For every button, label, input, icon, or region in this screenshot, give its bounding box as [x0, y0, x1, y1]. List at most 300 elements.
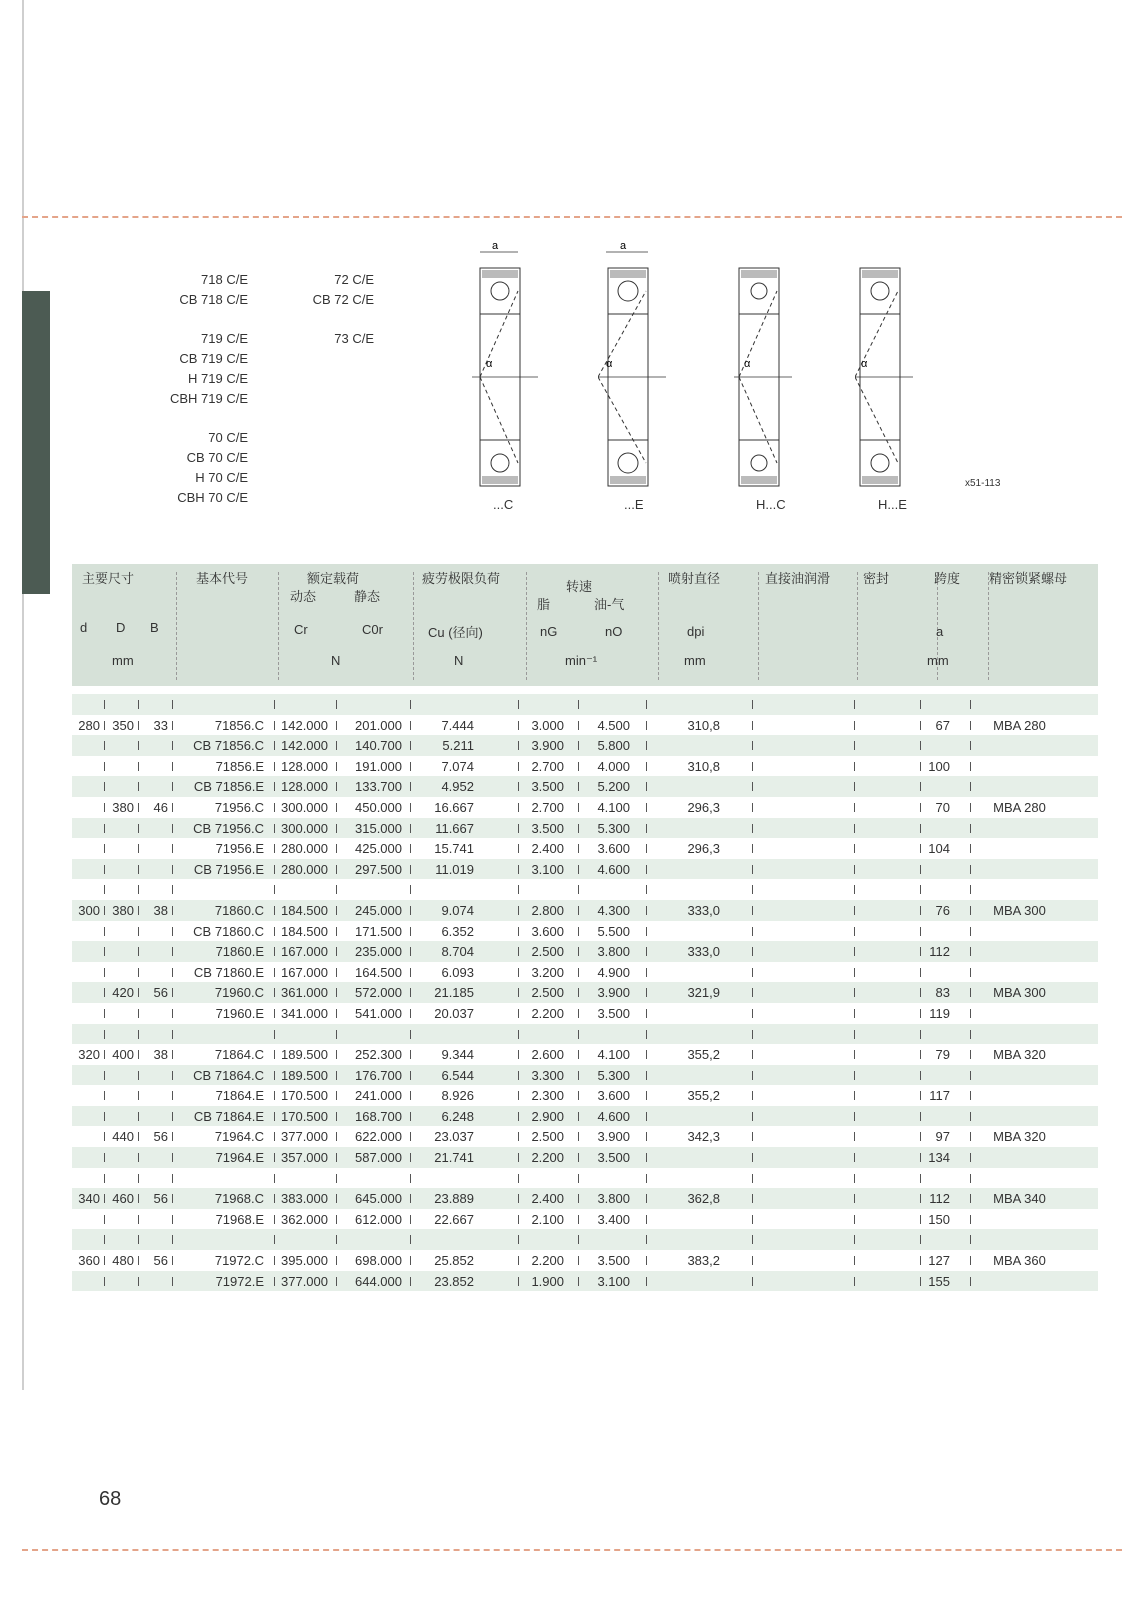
- cell-D: 460: [112, 1191, 134, 1207]
- series-right-item: CB 72 C/E: [312, 291, 374, 307]
- series-list-right: [290, 270, 374, 349]
- cell-no: 3.500: [597, 1253, 630, 1269]
- cell-ng: 2.200: [531, 1253, 564, 1269]
- cell-cr: 128.000: [281, 758, 328, 774]
- cell-d: 320: [78, 1047, 100, 1063]
- cell-dpi: 310,8: [687, 758, 720, 774]
- cell-D: 350: [112, 717, 134, 733]
- series-left-item: H 70 C/E: [195, 469, 248, 485]
- table-row: [72, 921, 1098, 942]
- cell-cr: 184.500: [281, 902, 328, 918]
- cell-cr: 362.000: [281, 1211, 328, 1227]
- cell-c0r: 241.000: [355, 1088, 402, 1104]
- cell-nut: MBA 340: [993, 1191, 1046, 1207]
- cell-ng: 2.800: [531, 902, 564, 918]
- cell-no: 3.900: [597, 985, 630, 1001]
- cell-B: 33: [153, 717, 168, 733]
- cell-d: 280: [78, 717, 100, 733]
- cell-no: 5.500: [597, 923, 630, 939]
- cell-no: 5.800: [597, 738, 630, 754]
- cell-ng: 3.000: [531, 717, 564, 733]
- dim-a-label: a: [492, 240, 499, 252]
- cell-no: 4.900: [597, 964, 630, 980]
- header-unit-min: min⁻¹: [565, 653, 598, 668]
- cell-cu: 20.037: [434, 1005, 474, 1021]
- cell-no: 3.400: [597, 1211, 630, 1227]
- cell-ng: 2.900: [531, 1108, 564, 1124]
- header-sym-a: a: [936, 624, 944, 639]
- cell-code: 71968.C: [214, 1191, 264, 1207]
- cell-cu: 16.667: [434, 799, 474, 815]
- angle-alpha-label: α: [486, 358, 493, 370]
- cell-nut: MBA 300: [993, 902, 1046, 918]
- cell-dpi: 333,0: [687, 944, 720, 960]
- header-sym-cu: Cu (径向): [428, 625, 483, 640]
- cell-a: 70: [935, 799, 950, 815]
- cell-B: 56: [153, 985, 168, 1001]
- bearing-diagram-c: [470, 240, 540, 490]
- cell-cu: 6.352: [441, 923, 474, 939]
- cell-no: 5.300: [597, 1067, 630, 1083]
- cell-no: 4.500: [597, 717, 630, 733]
- cell-code: 71972.E: [215, 1273, 264, 1289]
- cell-ng: 3.500: [531, 820, 564, 836]
- cell-cu: 23.852: [434, 1273, 474, 1289]
- cell-ng: 2.200: [531, 1005, 564, 1021]
- cell-B: 46: [153, 799, 168, 815]
- cell-code: 71864.C: [214, 1047, 264, 1063]
- cell-a: 117: [929, 1088, 950, 1104]
- series-left-item: 70 C/E: [208, 430, 248, 446]
- table-row: [72, 818, 1098, 839]
- cell-cr: 300.000: [281, 820, 328, 836]
- top-dashed-rule: [22, 216, 1122, 218]
- cell-code: 71968.E: [215, 1211, 264, 1227]
- cell-B: 38: [153, 1047, 168, 1063]
- header-sym-no: nO: [605, 624, 623, 639]
- table-row: [72, 838, 1098, 859]
- cell-cu: 5.211: [442, 738, 474, 754]
- cell-a: 112: [929, 944, 950, 960]
- cell-cu: 4.952: [441, 779, 474, 795]
- cell-B: 56: [153, 1129, 168, 1145]
- cell-dpi: 362,8: [687, 1191, 720, 1207]
- cell-a: 100: [928, 758, 950, 774]
- cell-code: 71856.C: [214, 717, 264, 733]
- table-row: [72, 694, 1098, 715]
- table-header: [72, 564, 1098, 686]
- cell-c0r: 133.700: [355, 779, 402, 795]
- header-sym-cr: Cr: [294, 622, 308, 637]
- header-sym-D: D: [116, 620, 126, 635]
- header-dynamic: 动态: [290, 589, 317, 604]
- series-right-item: 73 C/E: [334, 331, 374, 347]
- series-list-left: [150, 270, 248, 508]
- cell-no: 3.600: [597, 841, 630, 857]
- cell-code: 71856.E: [215, 758, 264, 774]
- cell-no: 3.900: [597, 1129, 630, 1145]
- cell-nut: MBA 280: [993, 799, 1046, 815]
- cell-no: 4.100: [597, 799, 630, 815]
- series-left-item: CB 719 C/E: [179, 351, 248, 367]
- cell-ng: 1.900: [531, 1273, 564, 1289]
- header-sym-B: B: [150, 620, 159, 635]
- cell-cu: 22.667: [434, 1211, 474, 1227]
- table-row: [72, 1085, 1098, 1106]
- header-spray-diameter: 喷射直径: [668, 571, 721, 586]
- cell-cr: 383.000: [281, 1191, 328, 1207]
- cell-cr: 189.500: [281, 1067, 328, 1083]
- table-row: [72, 941, 1098, 962]
- cell-c0r: 235.000: [355, 944, 402, 960]
- cell-c0r: 252.300: [355, 1047, 402, 1063]
- cell-c0r: 176.700: [355, 1067, 402, 1083]
- cell-a: 112: [929, 1191, 950, 1207]
- series-left-item: [150, 409, 248, 429]
- angle-alpha-label: α: [861, 358, 868, 370]
- cell-c0r: 164.500: [355, 964, 402, 980]
- cell-code: 71964.E: [215, 1150, 264, 1166]
- cell-cu: 7.444: [441, 717, 474, 733]
- cell-ng: 2.200: [531, 1150, 564, 1166]
- cell-cu: 21.185: [434, 985, 474, 1001]
- cell-cu: 25.852: [434, 1253, 474, 1269]
- cell-cu: 6.544: [441, 1067, 474, 1083]
- cell-cu: 21.741: [434, 1150, 474, 1166]
- diagram-label-e: ...E: [624, 497, 644, 512]
- table-row: [72, 756, 1098, 777]
- cell-code: 71860.E: [215, 944, 264, 960]
- cell-c0r: 315.000: [355, 820, 402, 836]
- cell-code: CB 71864.E: [193, 1108, 264, 1124]
- cell-nut: MBA 280: [993, 717, 1046, 733]
- header-unit-mm-a: mm: [927, 653, 949, 668]
- cell-cr: 341.000: [281, 1005, 328, 1021]
- table-row: [72, 962, 1098, 983]
- cell-cr: 142.000: [281, 717, 328, 733]
- cell-ng: 2.700: [531, 758, 564, 774]
- cell-cu: 23.037: [434, 1129, 474, 1145]
- header-load-ratings: 额定载荷: [307, 571, 360, 586]
- cell-ng: 2.300: [531, 1088, 564, 1104]
- header-sym-dpi: dpi: [687, 624, 705, 639]
- cell-B: 56: [153, 1191, 168, 1207]
- cell-ng: 2.400: [531, 841, 564, 857]
- angle-alpha-label: α: [744, 358, 751, 370]
- cell-c0r: 587.000: [355, 1150, 402, 1166]
- cell-d: 340: [78, 1191, 100, 1207]
- bearing-diagram-he: [855, 240, 915, 490]
- cell-c0r: 541.000: [355, 1005, 402, 1021]
- cell-code: 71956.E: [215, 841, 264, 857]
- cell-code: CB 71860.C: [193, 923, 264, 939]
- table-row: [72, 1229, 1098, 1250]
- cell-no: 4.000: [597, 758, 630, 774]
- cell-cr: 170.500: [281, 1108, 328, 1124]
- cell-a: 104: [928, 841, 950, 857]
- cell-ng: 3.900: [531, 738, 564, 754]
- cell-cr: 300.000: [281, 799, 328, 815]
- cell-code: CB 71856.C: [193, 738, 264, 754]
- cell-cr: 167.000: [281, 944, 328, 960]
- cell-a: 134: [928, 1150, 950, 1166]
- table-row: [72, 982, 1098, 1003]
- table-row: [72, 1168, 1098, 1189]
- cell-ng: 3.300: [531, 1067, 564, 1083]
- table-row: [72, 715, 1098, 736]
- cell-cu: 7.074: [441, 758, 474, 774]
- cell-d: 360: [78, 1253, 100, 1269]
- cell-no: 5.200: [597, 779, 630, 795]
- cell-cr: 280.000: [281, 861, 328, 877]
- header-unit-mm-dpi: mm: [684, 653, 706, 668]
- series-left-item: CB 70 C/E: [186, 450, 248, 466]
- table-row: [72, 1106, 1098, 1127]
- header-unit-n: N: [331, 653, 341, 668]
- cell-no: 4.600: [597, 861, 630, 877]
- table-row: [72, 879, 1098, 900]
- cell-cu: 23.889: [434, 1191, 474, 1207]
- cell-cr: 170.500: [281, 1088, 328, 1104]
- table-row: [72, 859, 1098, 880]
- cell-cu: 8.704: [441, 944, 474, 960]
- table-row: [72, 1024, 1098, 1045]
- header-seal: 密封: [863, 571, 890, 586]
- binder-line: [22, 0, 24, 1390]
- cell-a: 76: [935, 902, 950, 918]
- cell-cu: 6.248: [441, 1108, 474, 1124]
- header-grease: 脂: [537, 597, 551, 612]
- cell-code: CB 71956.E: [193, 861, 264, 877]
- cell-dpi: 342,3: [687, 1129, 720, 1145]
- cell-nut: MBA 300: [993, 985, 1046, 1001]
- diagram-label-he: H...E: [878, 497, 907, 512]
- table-row: [72, 1147, 1098, 1168]
- cell-code: 71960.E: [215, 1005, 264, 1021]
- series-left-item: CB 718 C/E: [179, 291, 248, 307]
- series-left-item: H 719 C/E: [188, 370, 248, 386]
- cell-c0r: 612.000: [355, 1211, 402, 1227]
- cell-no: 4.600: [597, 1108, 630, 1124]
- cell-no: 3.500: [597, 1005, 630, 1021]
- table-row: [72, 735, 1098, 756]
- cell-no: 3.100: [597, 1273, 630, 1289]
- cell-c0r: 622.000: [355, 1129, 402, 1145]
- cell-code: 71964.C: [214, 1129, 264, 1145]
- table-row: [72, 1065, 1098, 1086]
- cell-code: CB 71856.E: [193, 779, 264, 795]
- series-right-item: [290, 310, 374, 330]
- header-static: 静态: [354, 589, 381, 604]
- cell-ng: 3.600: [531, 923, 564, 939]
- cell-ng: 2.700: [531, 799, 564, 815]
- cell-nut: MBA 320: [993, 1129, 1046, 1145]
- cell-dpi: 333,0: [687, 902, 720, 918]
- cell-D: 440: [112, 1129, 134, 1145]
- cell-cr: 377.000: [281, 1273, 328, 1289]
- header-fatigue-load-limit: 疲劳极限负荷: [422, 571, 501, 586]
- table-row: [72, 1003, 1098, 1024]
- cell-a: 127: [928, 1253, 950, 1269]
- cell-D: 380: [112, 902, 134, 918]
- cell-c0r: 201.000: [355, 717, 402, 733]
- cell-ng: 2.500: [531, 1129, 564, 1145]
- cell-no: 3.800: [597, 1191, 630, 1207]
- table-row: [72, 1044, 1098, 1065]
- cell-code: 71860.C: [214, 902, 264, 918]
- series-right-item: 72 C/E: [334, 272, 374, 287]
- cell-ng: 3.500: [531, 779, 564, 795]
- cell-c0r: 191.000: [355, 758, 402, 774]
- cell-cr: 128.000: [281, 779, 328, 795]
- cell-d: 300: [78, 902, 100, 918]
- header-speeds: 转速: [566, 579, 593, 594]
- page-number: 68: [99, 1488, 122, 1510]
- header-oil-air: 油-气: [594, 597, 625, 612]
- table-row: [72, 1209, 1098, 1230]
- cell-cr: 377.000: [281, 1129, 328, 1145]
- cell-c0r: 698.000: [355, 1253, 402, 1269]
- cell-a: 119: [929, 1005, 950, 1021]
- cell-code: CB 71956.C: [193, 820, 264, 836]
- cell-cr: 142.000: [281, 738, 328, 754]
- cell-c0r: 645.000: [355, 1191, 402, 1207]
- table-row: [72, 1126, 1098, 1147]
- series-left-item: 718 C/E: [201, 272, 248, 287]
- series-left-item: [150, 310, 248, 330]
- figure-code: x51-113: [965, 478, 1001, 489]
- cell-cr: 167.000: [281, 964, 328, 980]
- header-lock-nut: 精密锁紧螺母: [989, 571, 1068, 586]
- series-left-item: CBH 719 C/E: [169, 390, 248, 406]
- bearing-diagram-e: [598, 240, 668, 490]
- cell-a: 67: [935, 717, 950, 733]
- cell-D: 480: [112, 1253, 134, 1269]
- diagram-label-hc: H...C: [756, 497, 786, 512]
- cell-cu: 9.344: [441, 1047, 474, 1063]
- cell-a: 155: [928, 1273, 950, 1289]
- cell-B: 38: [153, 902, 168, 918]
- cell-ng: 2.500: [531, 944, 564, 960]
- cell-cu: 11.019: [435, 861, 474, 877]
- cell-c0r: 168.700: [355, 1108, 402, 1124]
- table-row: [72, 776, 1098, 797]
- cell-ng: 3.100: [531, 861, 564, 877]
- cell-D: 400: [112, 1047, 134, 1063]
- cell-no: 3.500: [597, 1150, 630, 1166]
- cell-no: 3.600: [597, 1088, 630, 1104]
- side-tab: [22, 291, 50, 594]
- cell-cu: 11.667: [435, 820, 474, 836]
- diagram-label-c: ...C: [493, 497, 514, 512]
- table-row: [72, 1188, 1098, 1209]
- bearing-diagram-hc: [734, 240, 794, 490]
- cell-B: 56: [153, 1253, 168, 1269]
- series-left-item: CBH 70 C/E: [177, 489, 248, 505]
- bottom-dashed-rule: [22, 1549, 1122, 1551]
- cell-code: CB 71864.C: [193, 1067, 264, 1083]
- cell-c0r: 572.000: [355, 985, 402, 1001]
- table-body: [72, 694, 1098, 1291]
- header-sym-c0r: C0r: [362, 622, 383, 637]
- cell-code: 71960.C: [214, 985, 264, 1001]
- table-row: [72, 1271, 1098, 1292]
- cell-ng: 2.100: [531, 1211, 564, 1227]
- header-main-dimensions: 主要尺寸: [82, 571, 135, 586]
- cell-D: 420: [112, 985, 134, 1001]
- table-row: [72, 900, 1098, 921]
- cell-dpi: 321,9: [687, 985, 720, 1001]
- cell-c0r: 140.700: [355, 738, 402, 754]
- angle-alpha-label: α: [606, 358, 613, 370]
- cell-c0r: 297.500: [355, 861, 402, 877]
- cell-code: CB 71860.E: [193, 964, 264, 980]
- cell-cr: 395.000: [281, 1253, 328, 1269]
- cell-dpi: 296,3: [687, 799, 720, 815]
- cell-c0r: 450.000: [355, 799, 402, 815]
- table-row: [72, 1250, 1098, 1271]
- cell-no: 4.100: [597, 1047, 630, 1063]
- cell-dpi: 296,3: [687, 841, 720, 857]
- header-sym-ng: nG: [540, 624, 558, 639]
- cell-no: 4.300: [597, 902, 630, 918]
- header-span: 跨度: [934, 571, 961, 586]
- cell-cu: 8.926: [441, 1088, 474, 1104]
- cell-nut: MBA 320: [993, 1047, 1046, 1063]
- cell-cr: 357.000: [281, 1150, 328, 1166]
- cell-no: 3.800: [597, 944, 630, 960]
- cell-cr: 184.500: [281, 923, 328, 939]
- header-sym-d: d: [80, 620, 88, 635]
- header-unit-n-cu: N: [454, 653, 464, 668]
- cell-dpi: 383,2: [687, 1253, 720, 1269]
- cell-c0r: 171.500: [355, 923, 402, 939]
- cell-a: 150: [928, 1211, 950, 1227]
- cell-a: 79: [935, 1047, 950, 1063]
- cell-cu: 6.093: [441, 964, 474, 980]
- header-designation: 基本代号: [196, 571, 249, 586]
- dim-a-label: a: [620, 240, 627, 252]
- cell-cu: 15.741: [434, 841, 474, 857]
- cell-c0r: 425.000: [355, 841, 402, 857]
- cell-ng: 3.200: [531, 964, 564, 980]
- cell-a: 83: [935, 985, 950, 1001]
- header-direct-lubrication: 直接油润滑: [765, 571, 831, 586]
- cell-code: 71864.E: [215, 1088, 264, 1104]
- cell-cu: 9.074: [441, 902, 474, 918]
- cell-ng: 2.500: [531, 985, 564, 1001]
- cell-cr: 189.500: [281, 1047, 328, 1063]
- cell-no: 5.300: [597, 820, 630, 836]
- cell-dpi: 355,2: [687, 1088, 720, 1104]
- cell-nut: MBA 360: [993, 1253, 1046, 1269]
- header-unit-mm: mm: [112, 653, 134, 668]
- cell-a: 97: [935, 1129, 950, 1145]
- cell-ng: 2.400: [531, 1191, 564, 1207]
- cell-code: 71956.C: [214, 799, 264, 815]
- cell-dpi: 355,2: [687, 1047, 720, 1063]
- series-left-item: 719 C/E: [201, 331, 248, 347]
- cell-cr: 361.000: [281, 985, 328, 1001]
- cell-cr: 280.000: [281, 841, 328, 857]
- cell-c0r: 245.000: [355, 902, 402, 918]
- cell-code: 71972.C: [214, 1253, 264, 1269]
- cell-dpi: 310,8: [687, 717, 720, 733]
- table-row: [72, 797, 1098, 818]
- cell-ng: 2.600: [531, 1047, 564, 1063]
- cell-D: 380: [112, 799, 134, 815]
- cell-c0r: 644.000: [355, 1273, 402, 1289]
